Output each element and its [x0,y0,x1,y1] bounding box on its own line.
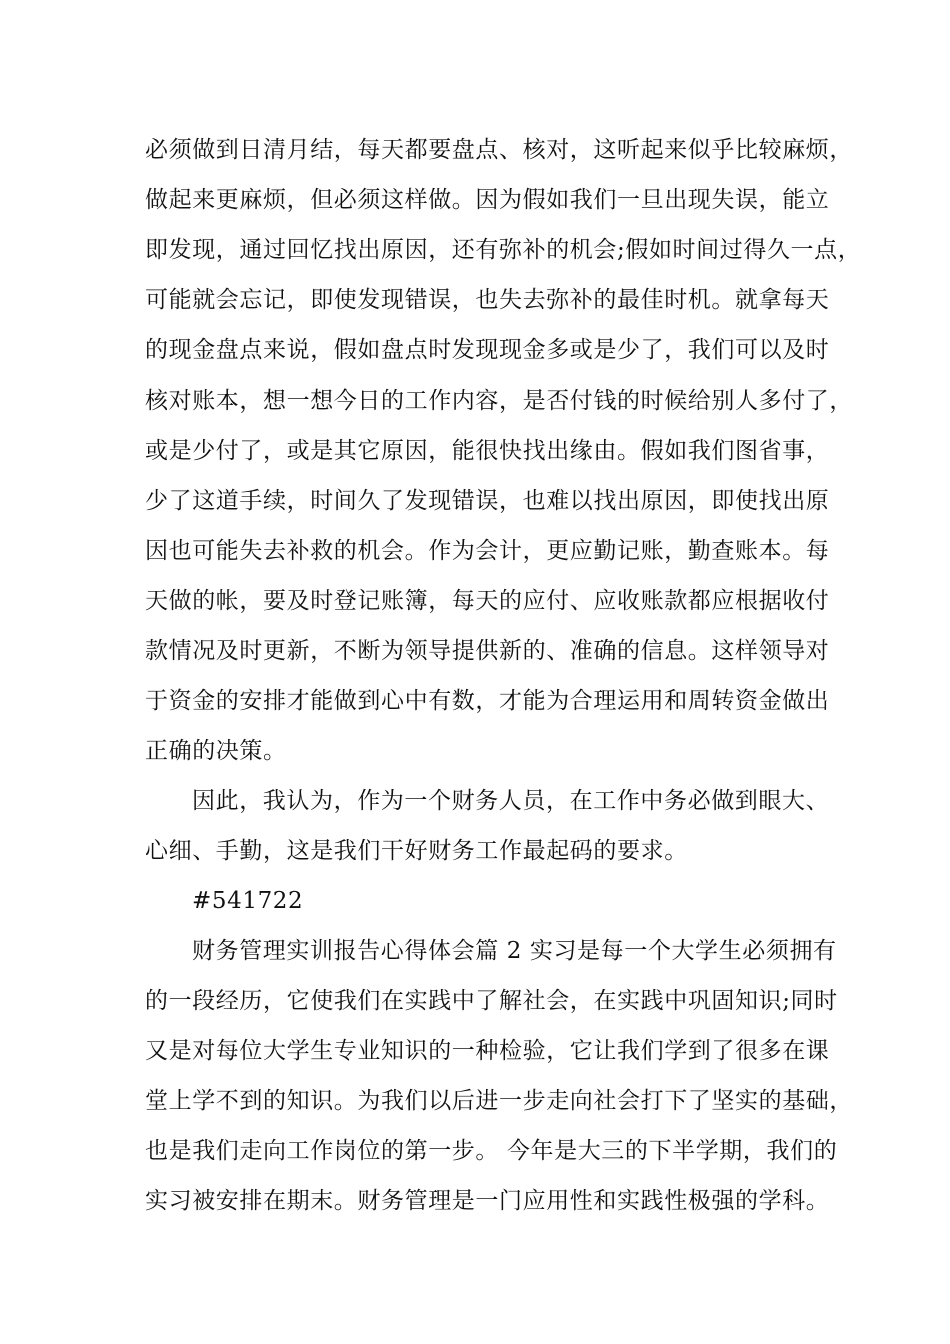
text-line: 心细、手勤，这是我们干好财务工作最起码的要求。 [145,838,688,864]
text-line: 于资金的安排才能做到心中有数，才能为合理运用和周转资金做出 [145,688,830,714]
paragraph-start-line: 因此，我认为，作为一个财务人员，在工作中务必做到眼大、 [192,788,830,814]
text-line: 天做的帐，要及时登记账簿，每天的应付、应收账款都应根据收付 [145,588,830,614]
text-line: 堂上学不到的知识。为我们以后进一步走向社会打下了坚实的基础， [145,1088,853,1114]
text-line: 款情况及时更新，不断为领导提供新的、准确的信息。这样领导对 [145,638,830,664]
text-line: 少了这道手续，时间久了发现错误，也难以找出原因，即使找出原 [145,488,830,514]
text-line: 正确的决策。 [145,738,287,764]
text-line: 可能就会忘记，即使发现错误，也失去弥补的最佳时机。就拿每天 [145,287,830,313]
text-line: 因也可能失去补救的机会。作为会计，更应勤记账，勤查账本。每 [145,538,830,564]
text-line: 实习被安排在期末。财务管理是一门应用性和实践性极强的学科。 [145,1188,830,1214]
text-line: 核对账本，想一想今日的工作内容，是否付钱的时候给别人多付了， [145,388,853,414]
text-line: 即发现，通过回忆找出原因，还有弥补的机会;假如时间过得久一点， [145,237,862,263]
document-id-marker: #541722 [192,888,304,914]
text-line: 或是少付了，或是其它原因，能很快找出缘由。假如我们图省事， [145,438,830,464]
text-line: 的一段经历，它使我们在实践中了解社会，在实践中巩固知识;同时 [145,988,838,1014]
text-line: 又是对每位大学生专业知识的一种检验，它让我们学到了很多在课 [145,1038,830,1064]
paragraph-start-line: 财务管理实训报告心得体会篇 2 实习是每一个大学生必须拥有 [192,938,837,964]
text-line: 也是我们走向工作岗位的第一步。 今年是大三的下半学期，我们的 [145,1138,838,1164]
text-line: 的现金盘点来说，假如盘点时发现现金多或是少了，我们可以及时 [145,337,830,363]
text-line: 做起来更麻烦，但必须这样做。因为假如我们一旦出现失误，能立 [145,187,830,213]
text-line: 必须做到日清月结，每天都要盘点、核对，这听起来似乎比较麻烦， [145,137,853,163]
